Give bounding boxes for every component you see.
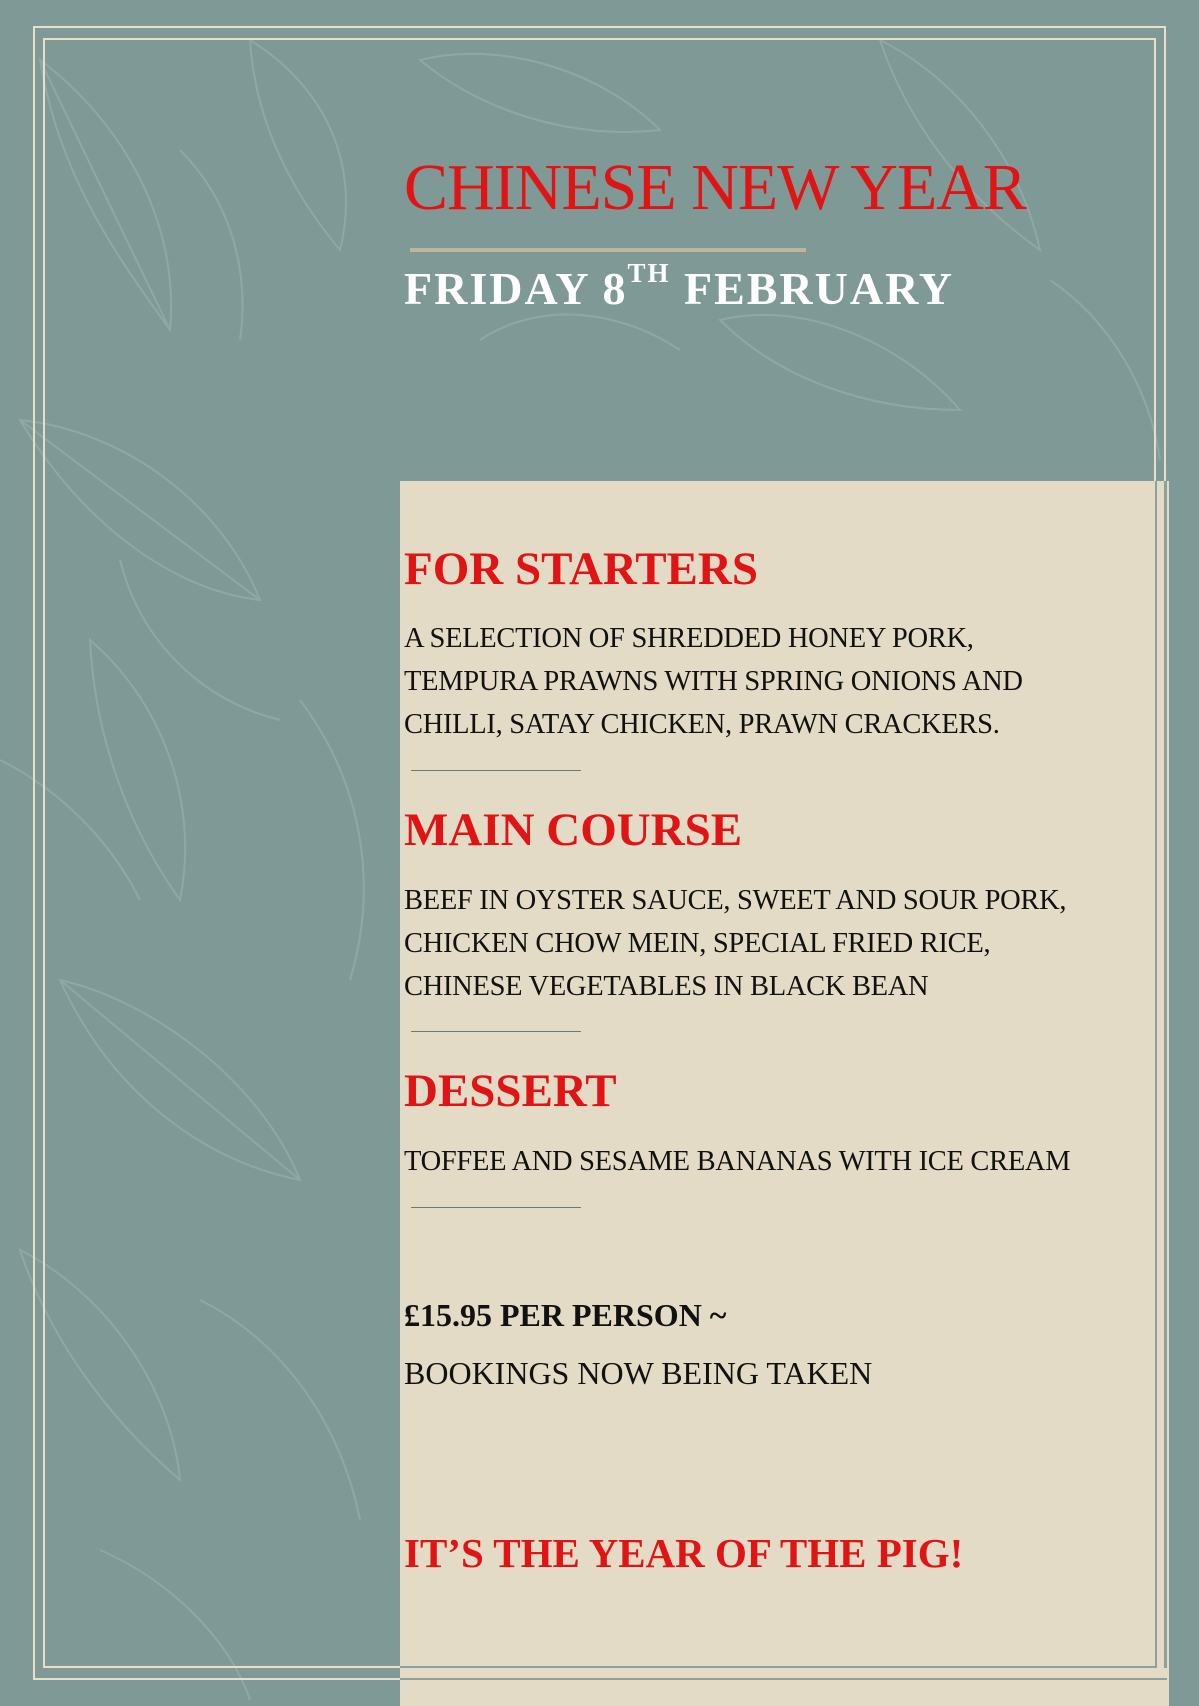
section-divider — [411, 1031, 581, 1032]
section-divider — [411, 770, 581, 771]
price-per-person: £15.95 PER PERSON ~ — [404, 1297, 727, 1333]
main-course-heading: MAIN COURSE — [404, 804, 743, 856]
panel-edge-line — [1164, 481, 1167, 1668]
starters-line: CHILLI, SATAY CHICKEN, PRAWN CRACKERS. — [404, 709, 1000, 740]
section-divider — [411, 1207, 581, 1208]
panel-edge-line — [1155, 481, 1157, 1668]
main-course-line: BEEF IN OYSTER SAUCE, SWEET AND SOUR PORK, — [404, 885, 1067, 916]
dessert-heading: DESSERT — [404, 1065, 617, 1117]
main-course-line: CHICKEN CHOW MEIN, SPECIAL FRIED RICE, — [404, 928, 991, 959]
date-month: FEBRUARY — [683, 263, 954, 314]
starters-line: TEMPURA PRAWNS WITH SPRING ONIONS AND — [404, 666, 1023, 697]
starters-line: A SELECTION OF SHREDDED HONEY PORK, — [404, 623, 974, 654]
title-divider — [410, 248, 806, 252]
bookings-notice: BOOKINGS NOW BEING TAKEN — [404, 1355, 873, 1391]
dessert-line: TOFFEE AND SESAME BANANAS WITH ICE CREAM — [404, 1146, 1071, 1177]
year-of-pig-tagline: IT’S THE YEAR OF THE PIG! — [404, 1530, 964, 1576]
date-suffix: TH — [627, 258, 671, 288]
starters-heading: FOR STARTERS — [404, 543, 758, 595]
main-course-line: CHINESE VEGETABLES IN BLACK BEAN — [404, 971, 929, 1002]
panel-bottom-line — [400, 1666, 1157, 1668]
event-title: CHINESE NEW YEAR — [404, 151, 1026, 224]
date-day: FRIDAY 8 — [404, 263, 628, 314]
event-date — [404, 258, 954, 315]
panel-bottom-line — [400, 1678, 1167, 1680]
